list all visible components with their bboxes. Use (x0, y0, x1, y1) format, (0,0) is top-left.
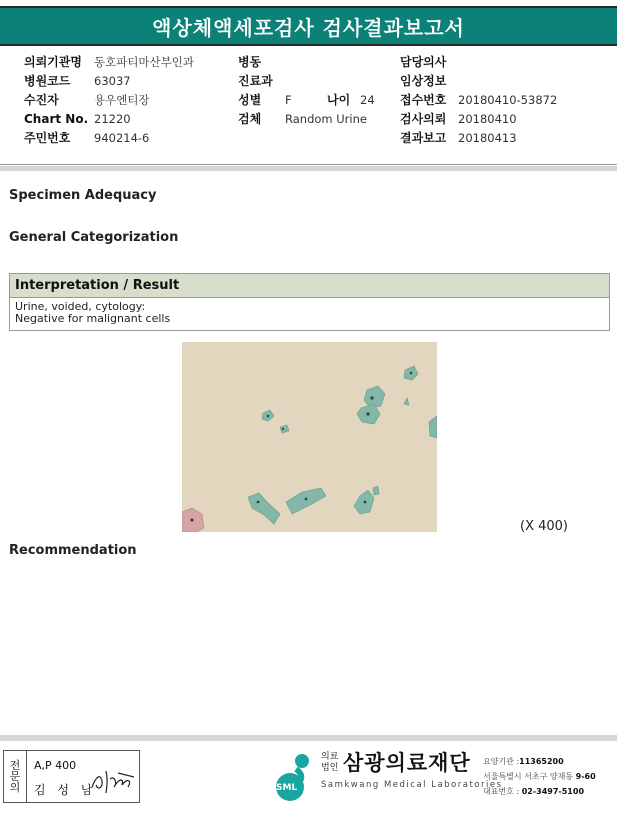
field-value: 24 (360, 93, 375, 107)
field-value: 20180410 (458, 112, 517, 126)
signature-name: 김 성 남 (34, 783, 97, 797)
field-label: 진료과 (238, 74, 273, 88)
specialist-label (4, 751, 27, 802)
header-col-1 (24, 53, 194, 148)
field-value: 동호파티마산부인과 (94, 55, 194, 69)
field-value: 용우엔티장 (94, 93, 150, 107)
footer-band (0, 735, 617, 741)
field-doctor (400, 53, 557, 72)
cytology-micrograph (182, 342, 437, 532)
field-label: 수진자 (24, 93, 59, 107)
field-label: 병동 (238, 55, 262, 69)
org-prefix-line: 의료 (321, 752, 339, 762)
header-band (0, 166, 617, 171)
field-label: 성별 (238, 93, 262, 107)
organization-english-name: Samkwang Medical Laboratories (321, 780, 503, 790)
field-hospital-code (24, 72, 194, 91)
interpretation-heading: Interpretation / Result (10, 274, 609, 298)
org-type-label (321, 752, 338, 774)
field-label: 병원코드 (24, 74, 71, 88)
field-patient (24, 91, 194, 110)
field-label: 검체 (238, 112, 262, 126)
report-title: 액상체액세포검사 검사결과보고서 (0, 6, 617, 46)
org-info-line (483, 769, 596, 784)
field-value: 20180410-53872 (458, 93, 558, 107)
header-divider (0, 164, 617, 165)
org-prefix-line: 법인 (321, 763, 339, 773)
org-info-value: 11365200 (519, 757, 564, 766)
interpretation-result (10, 298, 609, 328)
org-info-value: 02-3497-5100 (521, 787, 585, 796)
signature-code: A,P 400 (34, 759, 77, 772)
field-value: F (285, 93, 292, 107)
field-specimen (238, 110, 367, 129)
field-label: 주민번호 (24, 131, 71, 145)
field-value: 21220 (94, 112, 131, 126)
field-report-date (400, 129, 557, 148)
field-label: 접수번호 (400, 93, 447, 107)
specialist-label-char: 문 (9, 770, 21, 783)
org-info-value: 9-60 (575, 772, 596, 781)
field-institution (24, 53, 194, 72)
organization-name: 삼광의료재단 (343, 751, 471, 775)
sml-logo-text: SML (276, 783, 298, 793)
specialist-label-char: 의 (9, 781, 21, 794)
field-value: 20180413 (458, 131, 517, 145)
field-age (327, 91, 375, 110)
sml-logo-icon (270, 751, 318, 801)
specimen-adequacy-heading: Specimen Adequacy (9, 188, 157, 203)
field-value: 940214-6 (94, 131, 150, 145)
organization-info (483, 754, 596, 799)
field-value: 63037 (94, 74, 131, 88)
field-clinical-info (400, 72, 557, 91)
field-label: 나이 (327, 93, 351, 107)
org-info-label: 요양기관 : (483, 757, 520, 766)
field-department (238, 72, 367, 91)
field-label: Chart No. (24, 112, 89, 126)
field-accession-no (400, 91, 557, 110)
specialist-label-char: 전 (9, 759, 21, 772)
field-label: 결과보고 (400, 131, 447, 145)
interpretation-box (9, 273, 610, 331)
field-label: 임상정보 (400, 74, 447, 88)
org-info-label: 대표번호 : (483, 787, 520, 796)
field-label: 담당의사 (400, 55, 447, 69)
field-chart-no (24, 110, 194, 129)
field-resident-no (24, 129, 194, 148)
result-line: Negative for malignant cells (15, 312, 171, 325)
recommendation-heading: Recommendation (9, 543, 137, 558)
field-ward (238, 53, 367, 72)
general-categorization-heading: General Categorization (9, 230, 179, 245)
field-value: Random Urine (285, 112, 367, 126)
handwritten-signature (88, 765, 138, 795)
org-info-line (483, 754, 596, 769)
org-info-label: 서울특별시 서초구 양재동 (483, 772, 574, 781)
result-line: Urine, voided, cytology: (15, 300, 146, 313)
signature-box (3, 750, 140, 803)
magnification-label: (X 400) (520, 519, 568, 534)
org-info-line (483, 784, 596, 799)
header-col-3 (400, 53, 557, 148)
field-label: 검사의뢰 (400, 112, 447, 126)
field-label: 의뢰기관명 (24, 55, 82, 69)
field-request-date (400, 110, 557, 129)
